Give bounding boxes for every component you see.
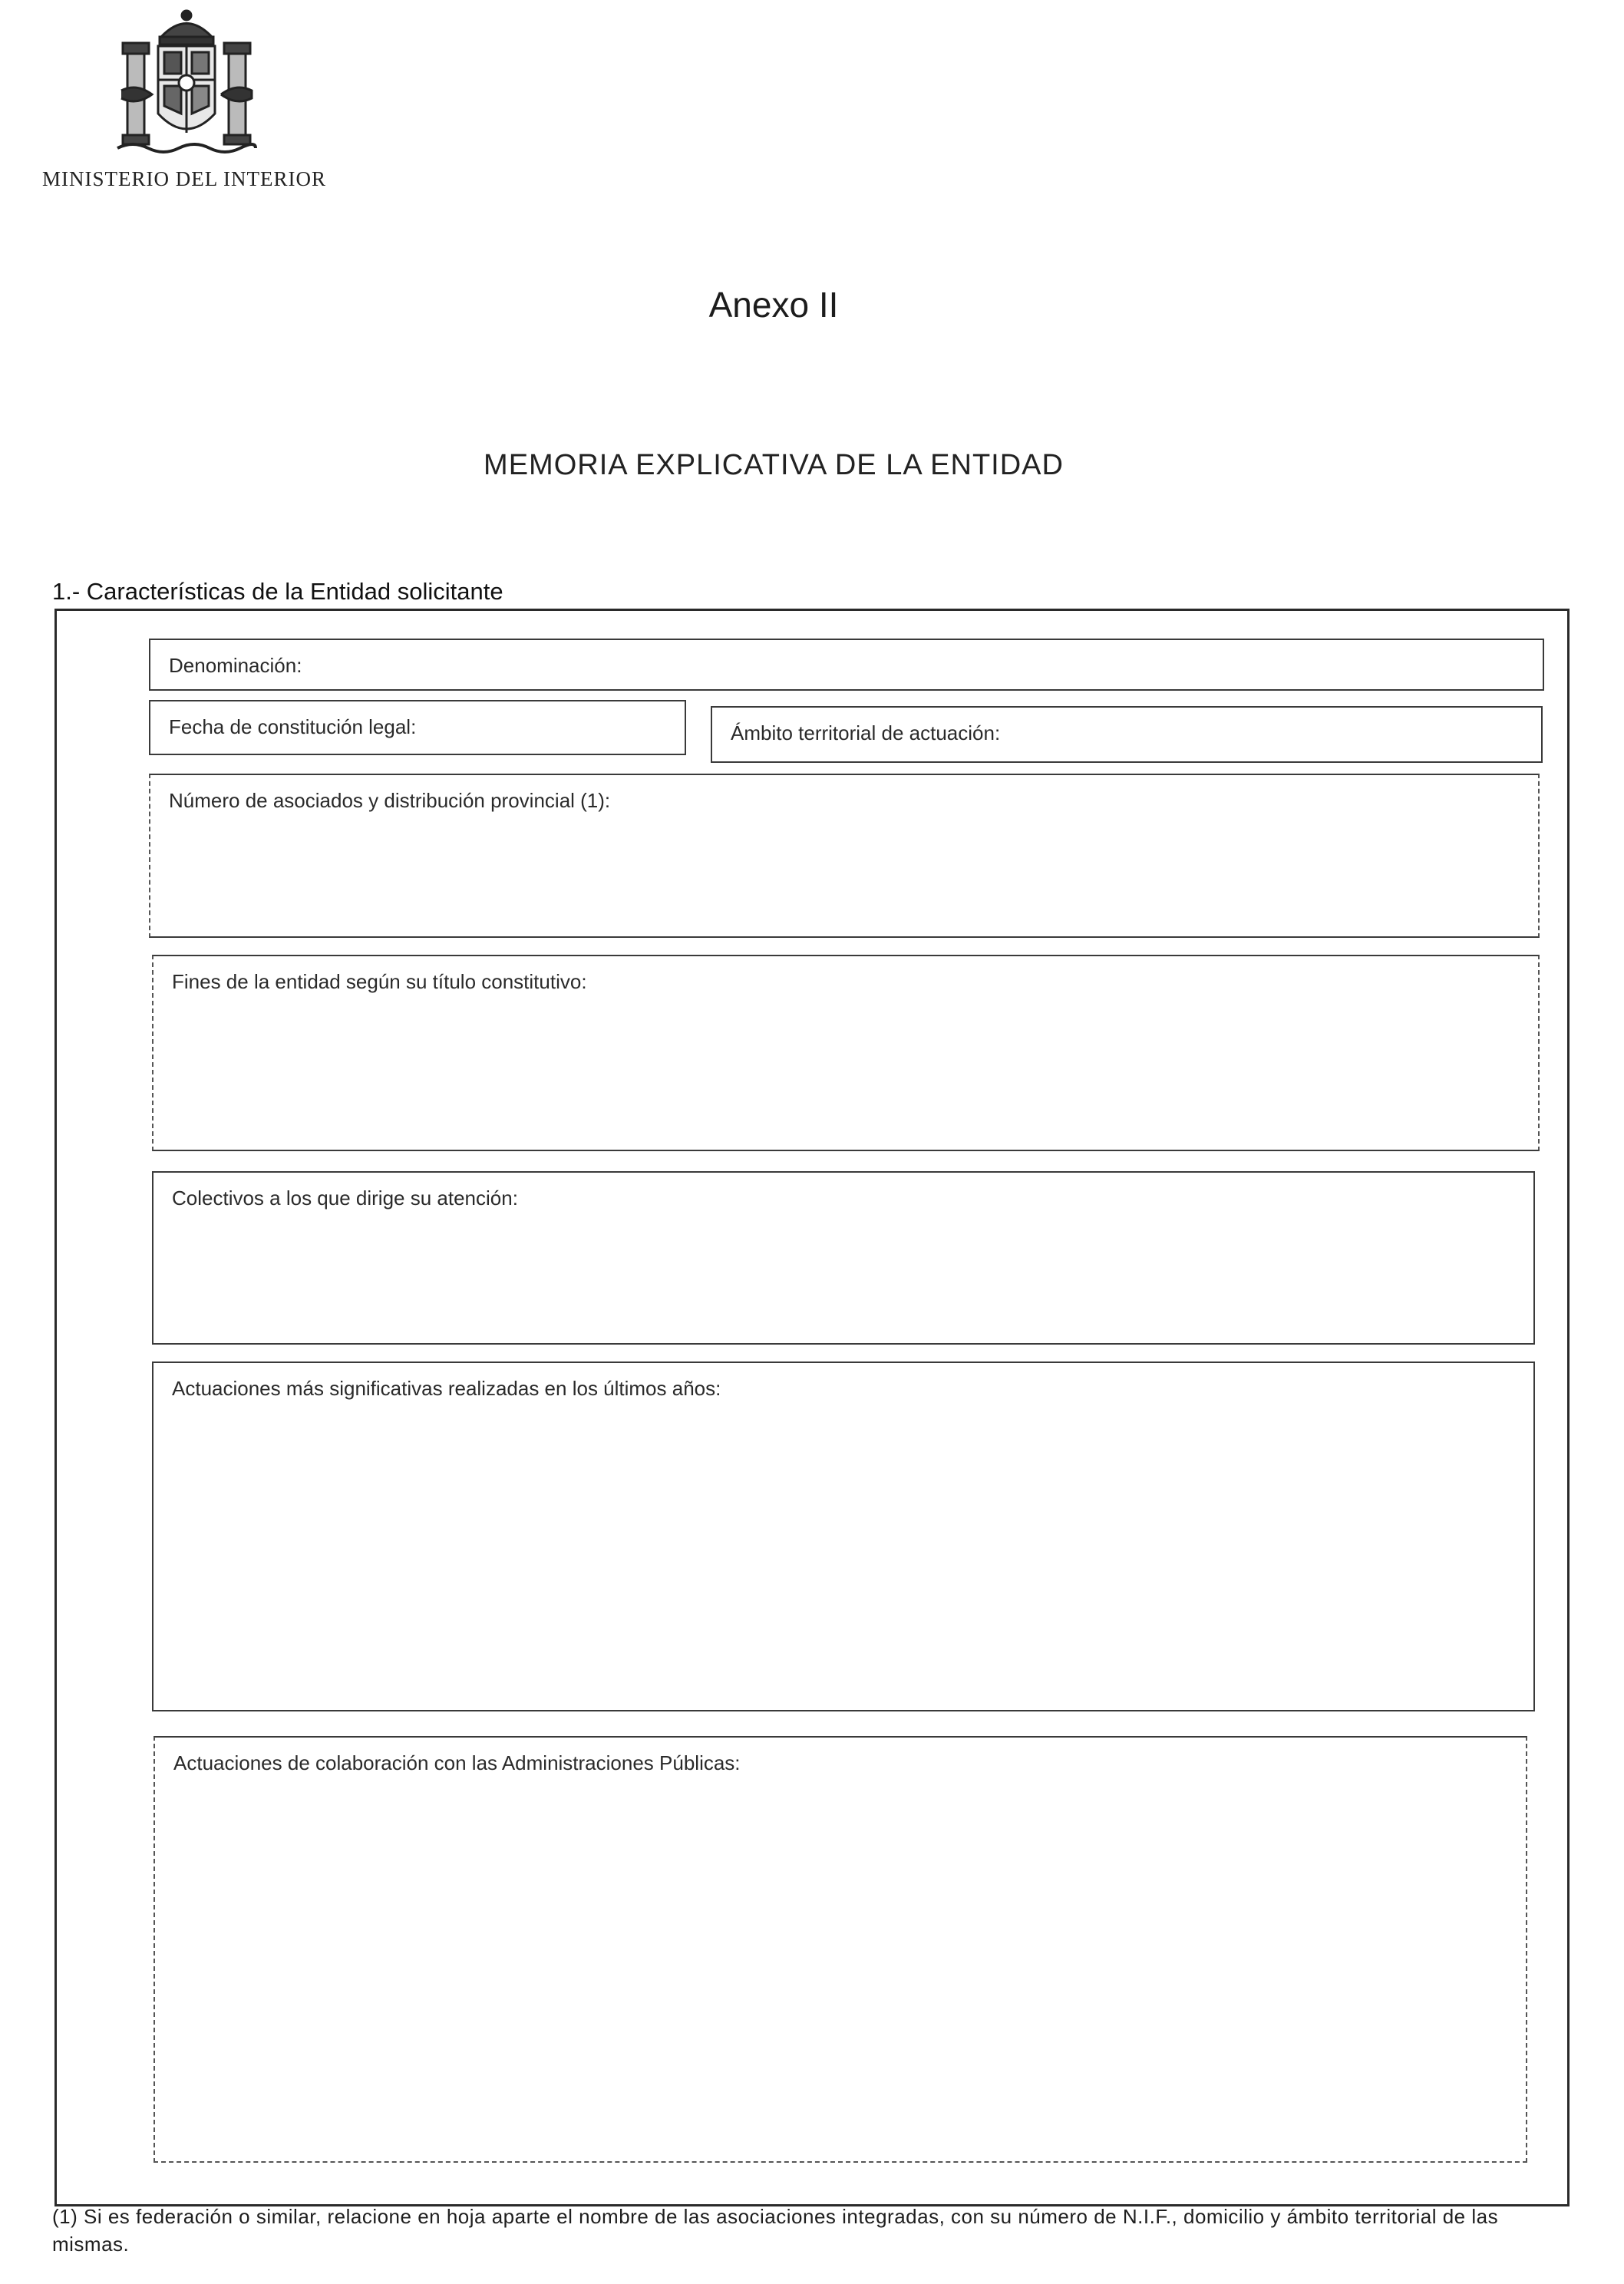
field-label-fines: Fines de la entidad según su título constitutivo: xyxy=(172,970,587,993)
ministry-name: MINISTERIO DEL INTERIOR xyxy=(42,167,326,190)
field-label-colectivos: Colectivos a los que dirige su atención: xyxy=(172,1187,518,1210)
document-title: MEMORIA EXPLICATIVA DE LA ENTIDAD xyxy=(484,449,1064,481)
section-heading: 1.- Características de la Entidad solicitante xyxy=(52,578,503,605)
field-actuaciones-colaboracion[interactable] xyxy=(153,1736,1527,2163)
field-label-denominacion: Denominación: xyxy=(169,654,302,677)
field-label-actuaciones-colaboracion: Actuaciones de colaboración con las Administraciones Públicas: xyxy=(173,1751,741,1774)
field-fecha-constitucion[interactable] xyxy=(149,700,686,755)
field-label-ambito-territorial: Ámbito territorial de actuación: xyxy=(731,721,1001,744)
field-label-actuaciones-significativas: Actuaciones más significativas realizadas en los últimos años: xyxy=(172,1377,721,1400)
footnote: (1) Si es federación o similar, relacione en hoja aparte el nombre de las asociaciones integradas, con su número de N.I.F., domicilio y ámbito territorial de las mismas. xyxy=(52,2205,1499,2256)
field-fines[interactable] xyxy=(152,955,1540,1151)
field-numero-asociados[interactable] xyxy=(149,774,1540,938)
field-ambito-territorial[interactable] xyxy=(711,706,1543,763)
field-label-numero-asociados: Número de asociados y distribución provincial (1): xyxy=(169,789,611,812)
coat-of-arms-icon xyxy=(114,6,259,157)
field-actuaciones-significativas[interactable] xyxy=(152,1361,1535,1711)
field-colectivos[interactable] xyxy=(152,1171,1535,1345)
field-label-fecha-constitucion: Fecha de constitución legal: xyxy=(169,715,417,738)
annex-title: Anexo II xyxy=(708,285,839,325)
field-denominacion[interactable] xyxy=(149,639,1544,691)
